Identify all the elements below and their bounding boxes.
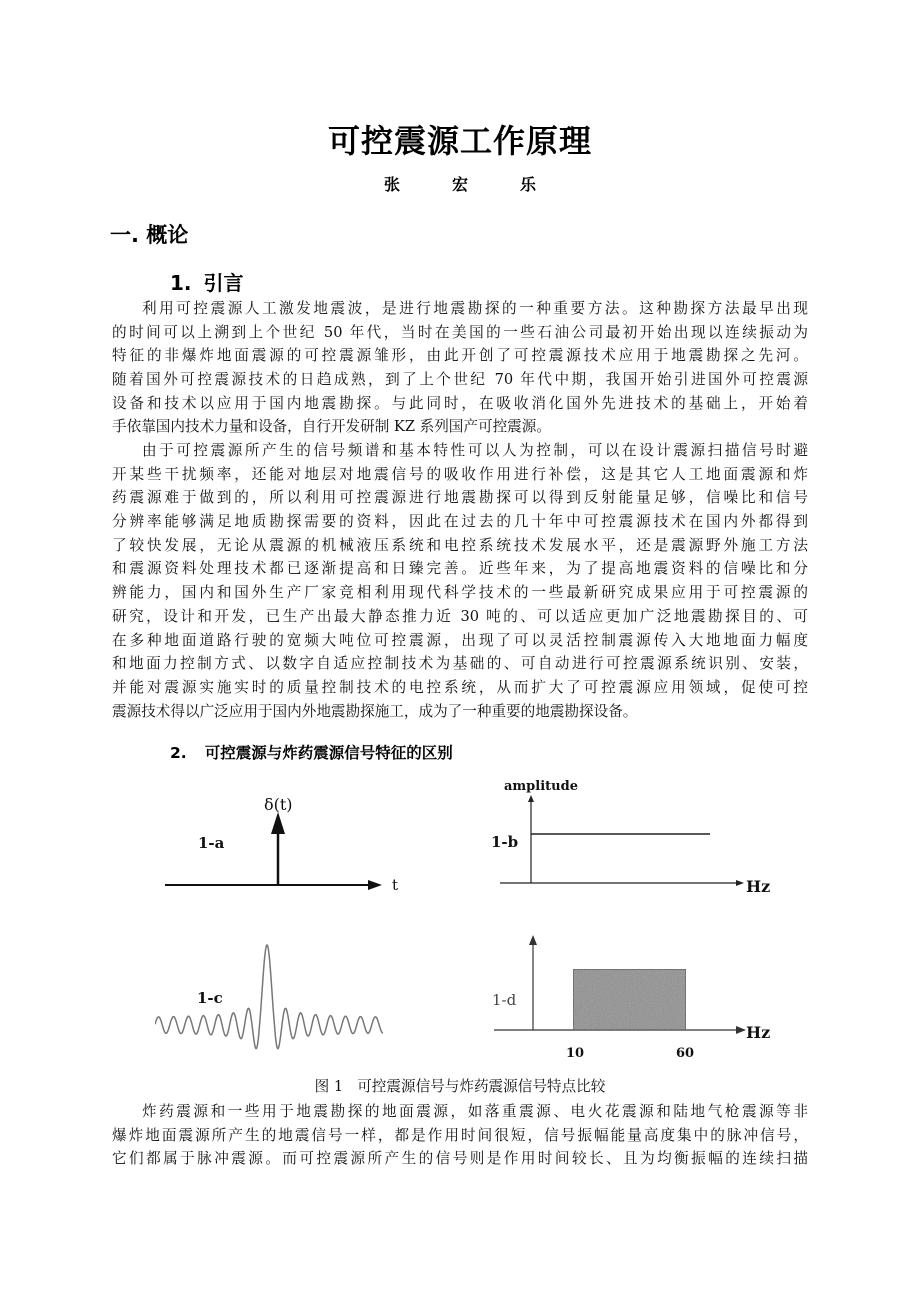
panel-label-1b: 1-b [491,833,519,851]
figure-1d-band-spectrum [488,930,778,1065]
text-line: 爆炸地面震源所产生的地震信号一样，都是作用时间很短，信号振幅能量高度集中的脉冲信号， [112,1126,808,1144]
subsection-title: 引言 [203,271,244,295]
subsection-number: 1. [170,271,192,295]
frequency-axis-arrow [736,880,744,886]
caption-text: 可控震源信号与炸药震源信号特点比较 [357,1078,606,1095]
impulse-label: δ(t) [264,795,293,814]
author-char: 宏 [451,175,468,194]
author-char: 张 [383,175,400,194]
subsection-title: 可控震源与炸药震源信号特征的区别 [204,744,453,762]
figure-1a-impulse [160,790,410,900]
text-line: 由于可控震源所产生的信号频谱和基本特性可以人为控制，可以在设计震源扫描信号时避 [142,442,808,459]
band-end-label: 60 [676,1046,695,1061]
paragraph-1 [112,297,808,439]
panel-label-1a: 1-a [198,834,225,852]
text-line: 在多种地面道路行驶的宽频大吨位可控震源，出现了可以灵活控制震源传入大地地面力幅度 [112,631,808,649]
text-line: 震源技术得以广泛应用于国内外地震勘探施工，成为了一种重要的地震勘探设备。 [112,702,638,720]
section-number: 一. [110,223,139,247]
amplitude-axis-arrow [529,935,537,945]
paragraph-3 [112,1100,808,1171]
subsection-number: 2. [170,744,187,762]
text-line: 设备和技术以应用于国内地震勘探。与此同时，在吸收消化国外先进技术的基础上，开始着 [112,394,808,412]
text-line: 研究，设计和开发，已生产出最大静态推力近 30 吨的、可以适应更加广泛地震勘探目的、可 [112,607,808,625]
amplitude-axis-arrow [528,795,534,802]
time-axis-arrow [368,880,382,890]
text-line: 药震源难于做到的，所以利用可控震源进行地震勘探可以得到反射能量足够，信噪比和信号 [112,489,808,507]
text-line: 它们都属于脉冲震源。而可控震源所产生的信号则是作用时间较长、且为均衡振幅的连续扫描 [112,1150,808,1168]
text-line: 辨能力，国内和国外生产厂家竞相利用现代科学技术的一些最新研究成果应用于可控震源的 [112,584,808,602]
amplitude-axis-label: amplitude [504,779,578,794]
impulse-arrowhead [271,812,285,834]
frequency-axis-label: Hz [746,1023,771,1042]
text-line: 随着国外可控震源技术的日趋成熟，到了上个世纪 70 年代中期，我国开始引进国外可控震源 [112,371,808,389]
text-line: 特征的非爆炸地面震源的可控震源雏形，由此开创了可控震源技术应用于地震勘探之先河。 [112,347,808,365]
figure-caption [0,1075,920,1096]
frequency-axis-arrow [736,1026,746,1034]
text-line: 的时间可以上溯到上个世纪 50 年代，当时在美国的一些石油公司最初开始出现以连续振动为 [112,323,808,341]
time-axis-label: t [392,876,399,894]
author-char: 乐 [520,175,537,194]
text-line: 利用可控震源人工激发地震波，是进行地震勘探的一种重要方法。这种勘探方法最早出现 [142,300,808,317]
band-start-label: 10 [566,1046,585,1061]
panel-label-1c: 1-c [197,989,223,1007]
text-line: 炸药震源和一些用于地震勘探的地面震源，如落重震源、电火花震源和陆地气枪震源等非 [142,1103,808,1120]
text-line: 并能对震源实施实时的质量控制技术的电控系统，从而扩大了可控震源应用领域，促使可控 [112,678,808,696]
text-line: 和震源资料处理技术都已逐渐提高和日臻完善。近些年来，为了提高地震资料的信噪比和分 [112,560,808,578]
document-title: 可控震源工作原理 [327,122,592,160]
figure-1b-flat-spectrum [488,775,778,900]
text-line: 分辨率能够满足地质勘探需要的资料，因此在过去的几十年中可控震源技术在国内外都得到 [112,513,808,531]
frequency-axis-label: Hz [746,877,771,896]
text-line: 开某些干扰频率，还能对地层对地震信号的吸收作用进行补偿，这是其它人工地面震源和炸 [112,465,808,483]
author-name [0,172,920,195]
frequency-band [573,969,686,1030]
figure-number: 图 1 [314,1078,344,1095]
subsection-heading-signal-comparison [170,741,453,763]
panel-label-1d: 1-d [492,991,517,1009]
subsection-heading-intro [170,267,244,296]
text-line: 手依靠国内技术力量和设备，自行开发研制 KZ 系列国产可控震源。 [112,418,551,436]
text-line: 和地面力控制方式、以数字自适应控制技术为基础的、可自动进行可控震源系统识别、安装， [112,655,808,673]
section-title: 概论 [146,223,189,247]
paragraph-2 [112,439,808,723]
section-heading [110,219,188,249]
text-line: 了较快发展，无论从震源的机械液压系统和电控系统技术发展水平，还是震源野外施工方法 [112,536,808,554]
sinc-wavelet-curve [155,945,383,1049]
figure-1c-wavelet [155,935,405,1065]
